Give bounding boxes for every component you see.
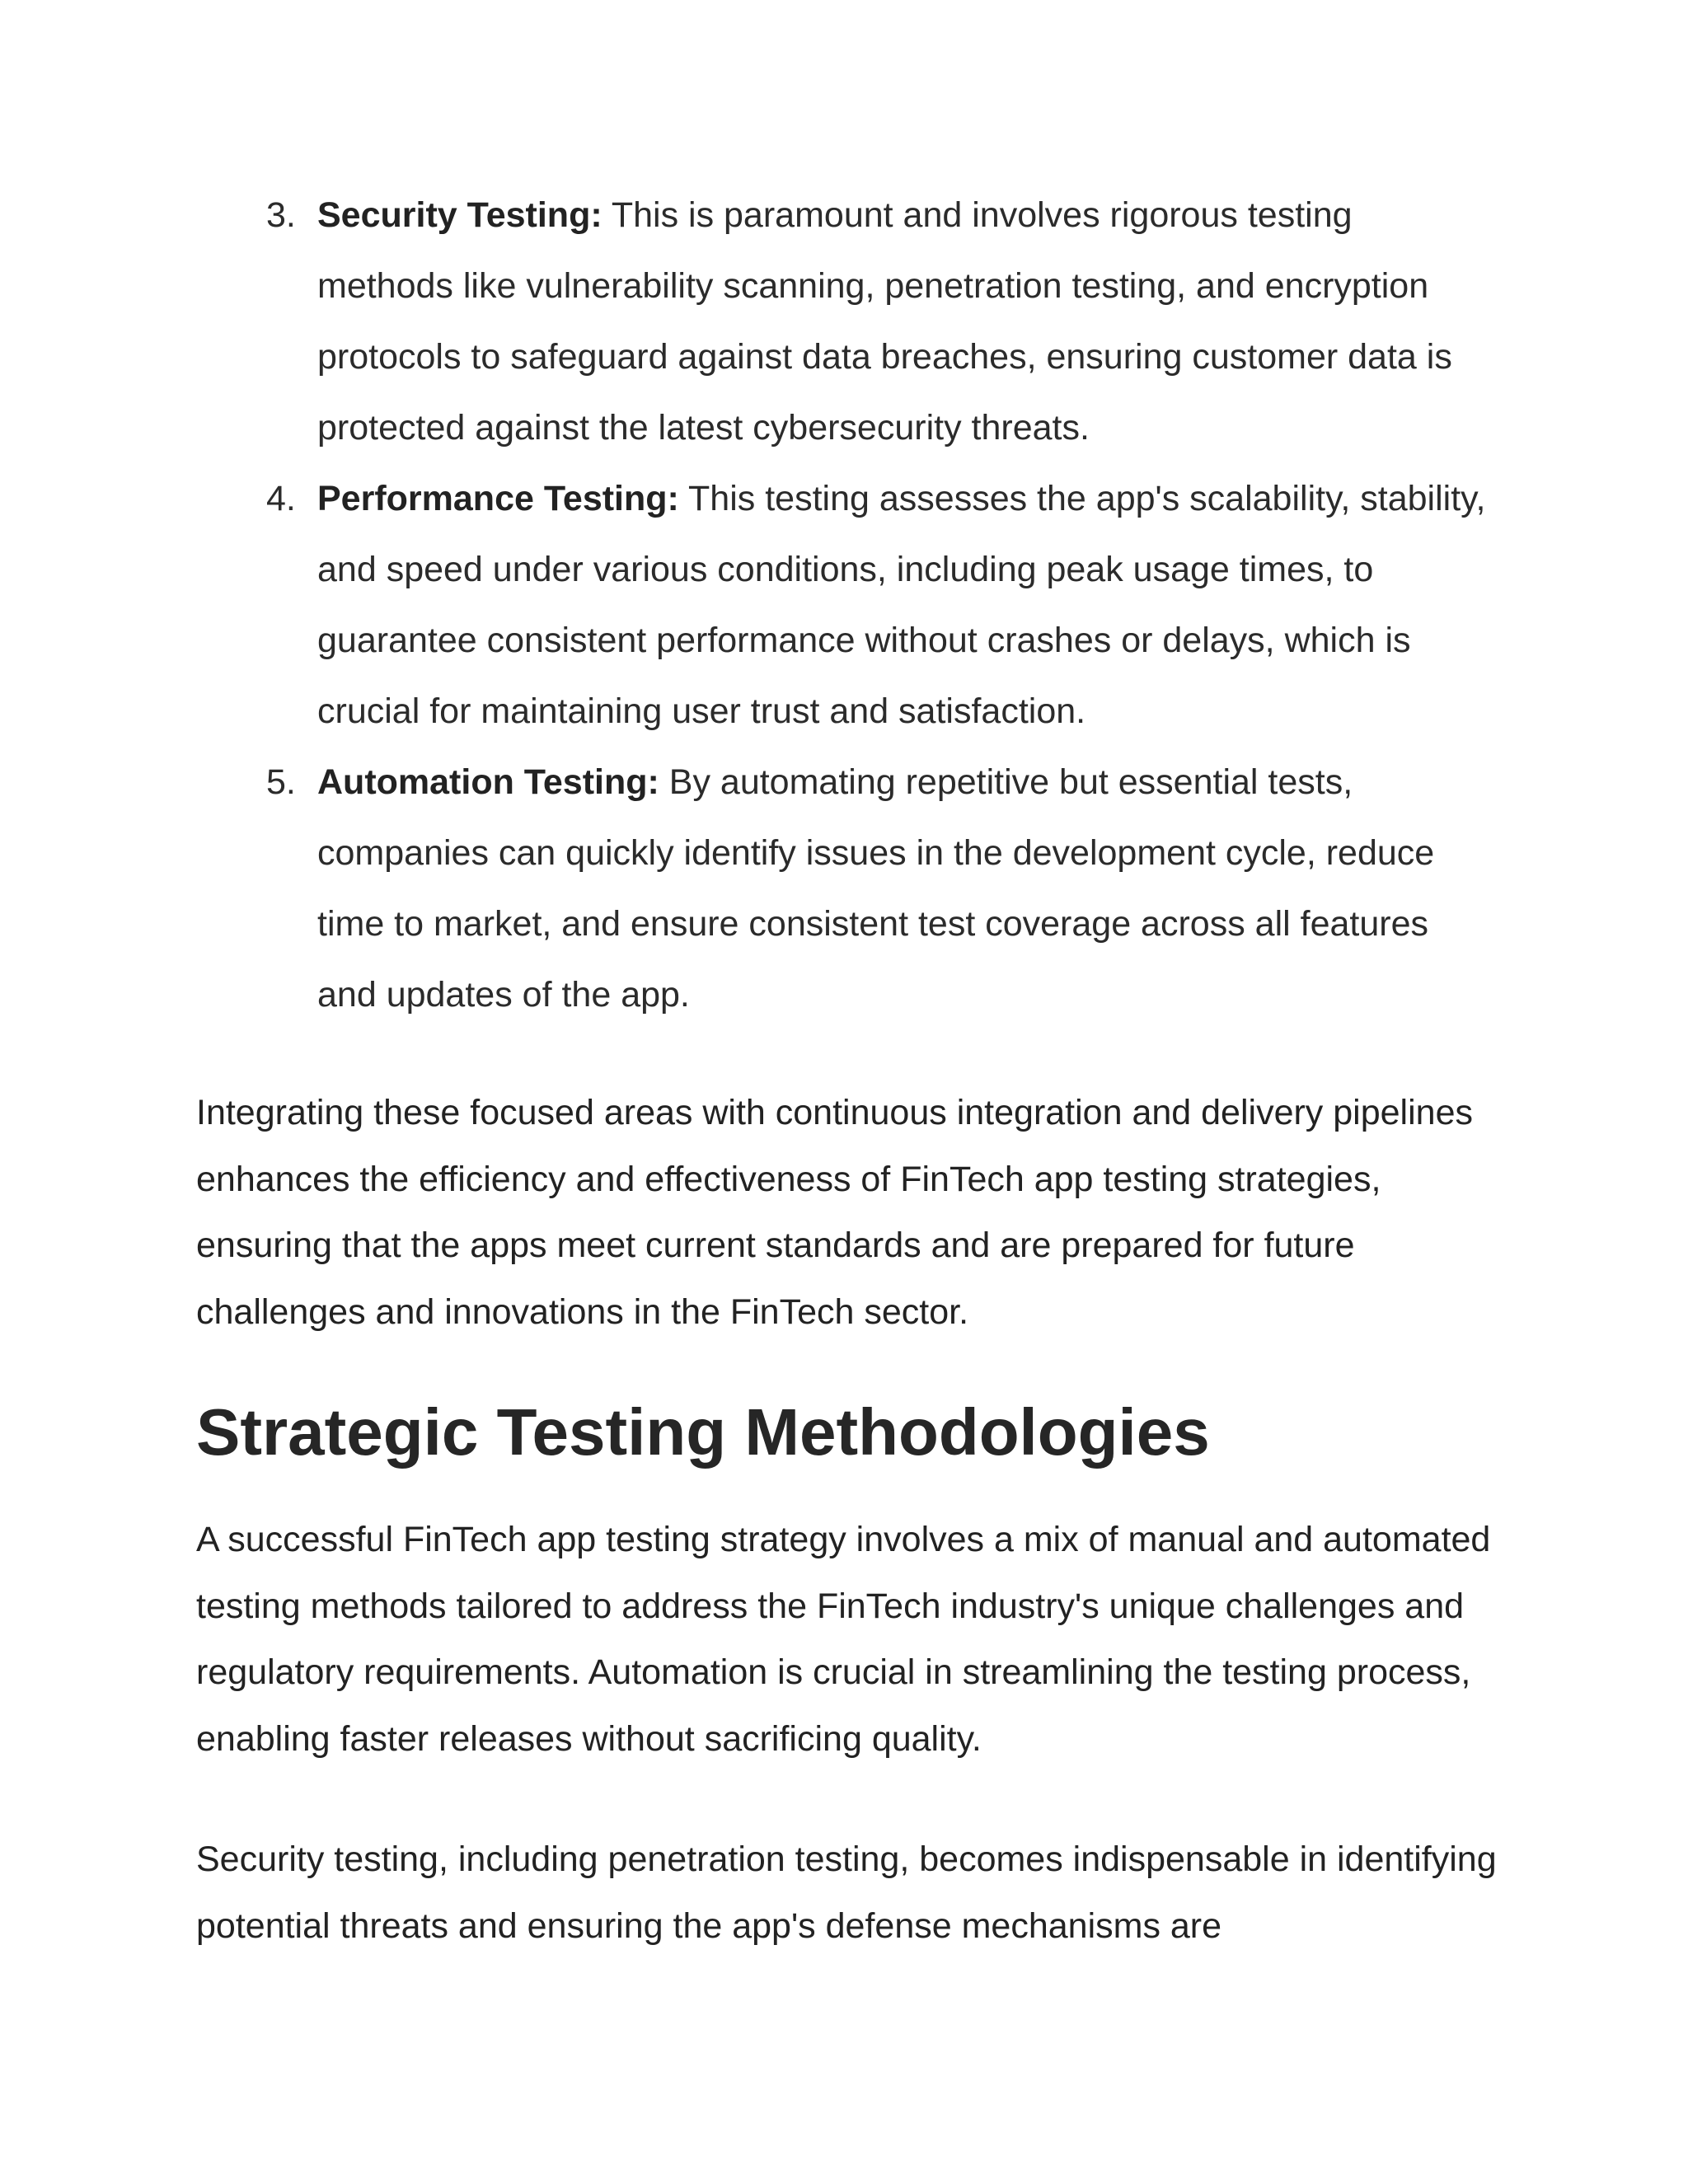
list-item-text: By automating repetitive but essential tests, companies can quickly identify issues in the development cycle, reduce time to market, and ensure consistent test coverage across all features and updates of the app. [317, 762, 1435, 1015]
list-item-text: This is paramount and involves rigorous testing methods like vulnerability scanning, penetration testing, and encryption protocols to safeguard against data breaches, ensuring customer data is protected against the latest cybersecurity threats. [317, 195, 1452, 448]
list-item-term: Automation Testing: [317, 762, 659, 802]
list-number: 3. [266, 195, 296, 235]
list-item-term: Security Testing: [317, 195, 603, 235]
list-number: 4. [266, 479, 296, 518]
list-item-performance-testing [0, 463, 1492, 747]
list-item-automation-testing [0, 747, 1492, 1030]
list-item-text: This testing assesses the app's scalability, stability, and speed under various conditions, including peak usage times, to guarantee consistent performance without crashes or delays, which is crucial for maintaining user trust and satisfaction. [317, 479, 1486, 731]
section-heading: Strategic Testing Methodologies [196, 1395, 1210, 1469]
paragraph-integration: Integrating these focused areas with continuous integration and delivery pipelines enhances the efficiency and effectiveness of FinTech app testing strategies, ensuring that the apps meet current standards and are prepared for future challenges and innovations in the FinTech sector. [196, 1093, 1473, 1332]
list-item-term: Performance Testing: [317, 479, 679, 518]
paragraph-strategy: A successful FinTech app testing strategy involves a mix of manual and automated testing methods tailored to address the FinTech industry's unique challenges and regulatory requirements. Automation is crucial in streamlining the testing process, enabling faster releases without sacrificing quality. [196, 1520, 1491, 1759]
list-item-security-testing [0, 180, 1492, 463]
list-number: 5. [266, 762, 296, 802]
paragraph-security-testing: Security testing, including penetration testing, becomes indispensable in identifying potential threats and ensuring the app's defense mechanisms are [196, 1840, 1497, 1946]
numbered-list [0, 180, 1688, 1030]
